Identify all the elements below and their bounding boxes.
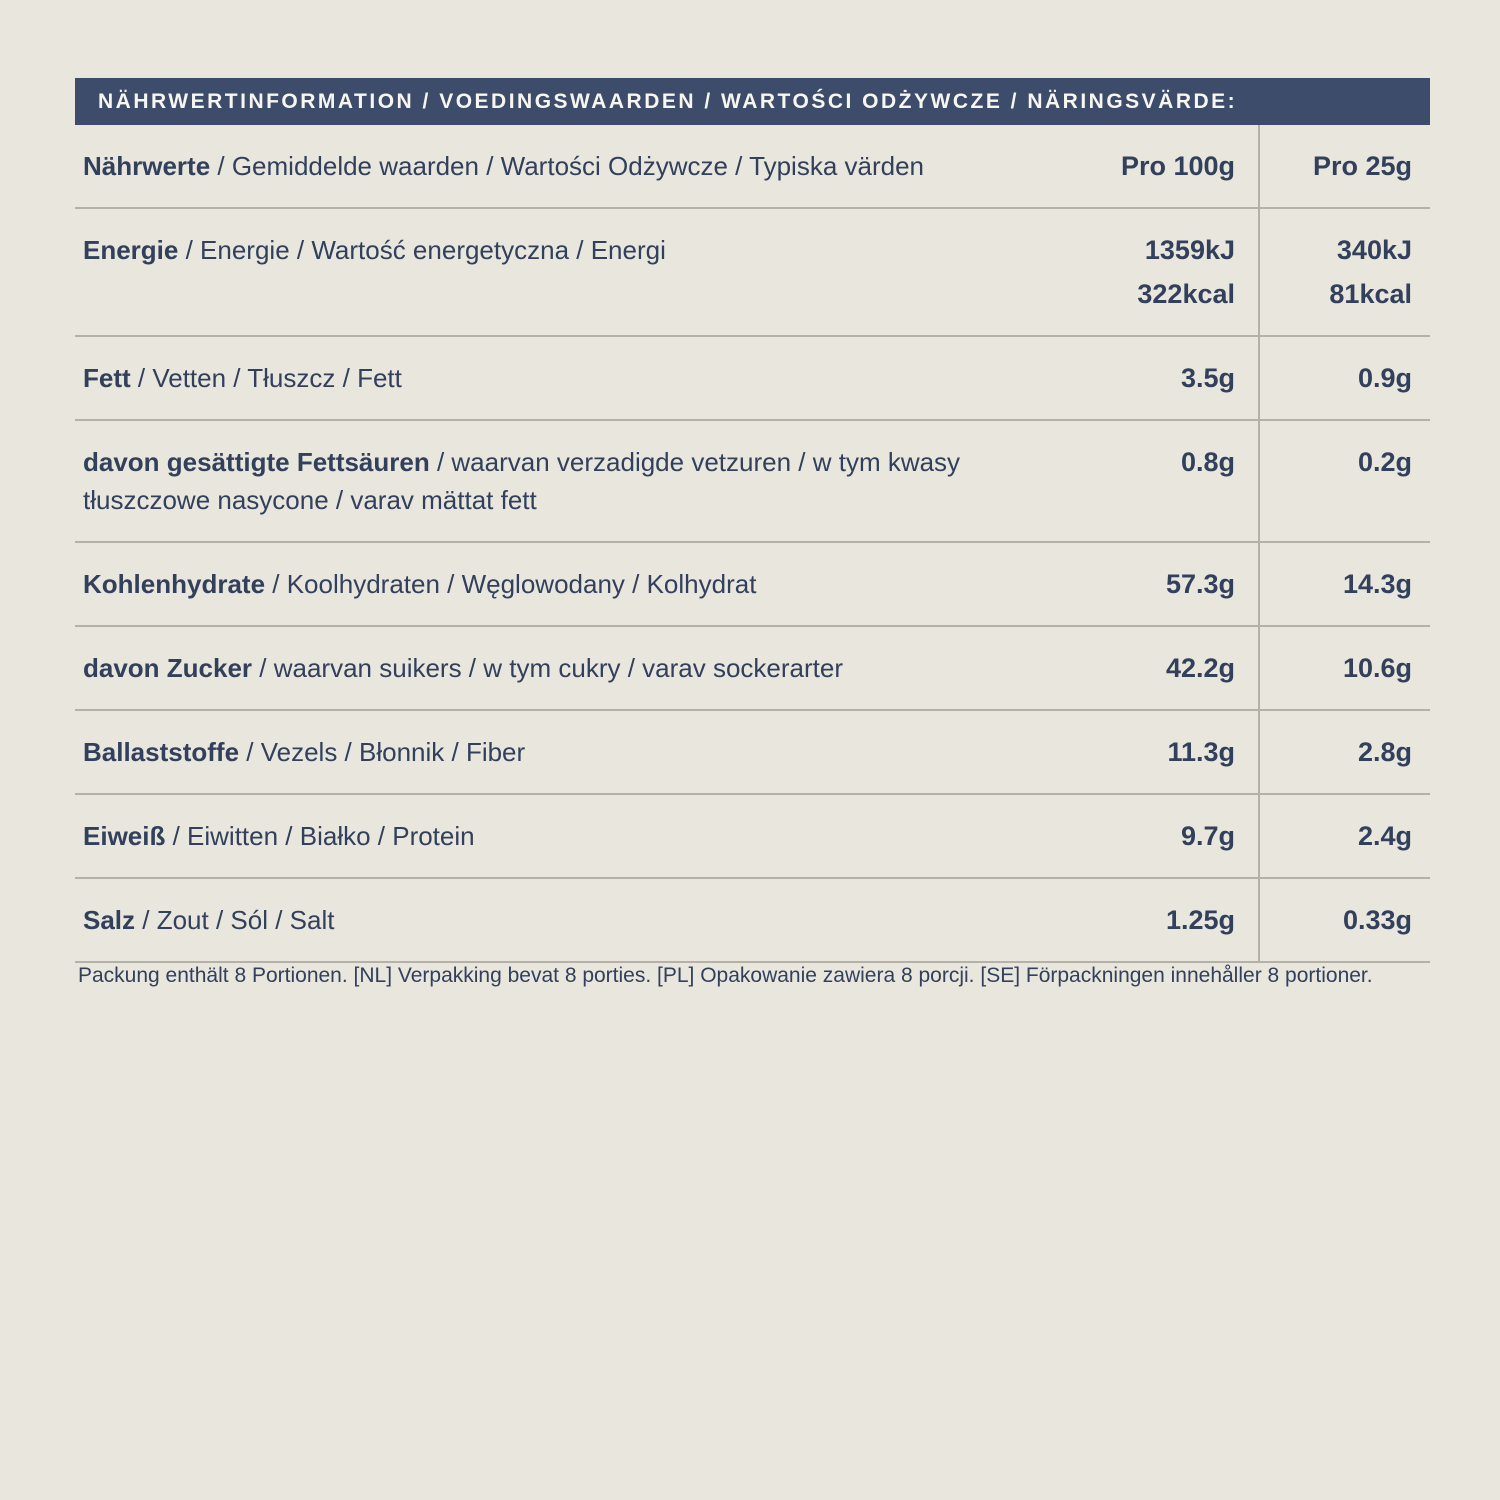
carbohydrates-per-25g: 14.3g (1342, 569, 1412, 599)
value-per-100g (1058, 209, 1258, 335)
nutrient-label-cell (75, 421, 1058, 541)
servings-note: Packung enthält 8 Portionen. [NL] Verpakking bevat 8 porties. [PL] Opakowanie zawiera 8 porcji. [SE] Förpackningen innehåller 8 portioner. (78, 964, 1373, 987)
value-per-100g (1058, 337, 1258, 419)
nutrient-label-cell (75, 543, 1058, 625)
nutrient-label-cell (75, 337, 1058, 419)
nutrient-name: Kohlenhydrate (83, 569, 266, 599)
nutrient-name: davon Zucker (83, 653, 253, 683)
nutrient-translations: / Koolhydraten / Węglowodany / Kolhydrat (265, 569, 757, 599)
fat-per-100g: 3.5g (1180, 363, 1235, 393)
nutrient-label-cell (75, 711, 1058, 793)
value-per-100g (1058, 879, 1258, 961)
nutrient-translations: / Vetten / Tłuszcz / Fett (130, 363, 402, 393)
value-per-100g (1058, 795, 1258, 877)
table-row-fat (75, 337, 1430, 421)
value-per-100g (1058, 543, 1258, 625)
table-title-bar (75, 78, 1430, 125)
fat-per-25g: 0.9g (1357, 363, 1412, 393)
protein-per-25g: 2.4g (1357, 821, 1412, 851)
carbohydrates-per-100g: 57.3g (1165, 569, 1235, 599)
column-header-per-25g (1258, 125, 1430, 207)
header-nutrient-name: Nährwerte (83, 151, 211, 181)
nutrition-table (75, 78, 1430, 963)
nutrient-translations: / waarvan suikers / w tym cukry / varav sockerarter (252, 653, 843, 683)
value-per-100g (1058, 711, 1258, 793)
sugars-per-25g: 10.6g (1342, 653, 1412, 683)
per-25g-label: Pro 25g (1312, 151, 1412, 181)
nutrient-label-cell (75, 795, 1058, 877)
nutrient-translations: / Zout / Sól / Salt (135, 905, 335, 935)
table-row-carbohydrates (75, 543, 1430, 627)
table-row-saturated-fat (75, 421, 1430, 543)
fiber-per-25g: 2.8g (1357, 737, 1412, 767)
value-per-25g (1258, 879, 1430, 961)
fiber-per-100g: 11.3g (1167, 737, 1235, 767)
column-header-per-100g (1058, 125, 1258, 207)
sugars-per-100g: 42.2g (1165, 653, 1235, 683)
salt-per-25g: 0.33g (1342, 905, 1412, 935)
nutrient-translations: / Vezels / Błonnik / Fiber (239, 737, 526, 767)
table-row-fiber (75, 711, 1430, 795)
value-per-25g (1258, 421, 1430, 541)
nutrient-name: Salz (83, 905, 136, 935)
value-per-25g (1258, 543, 1430, 625)
per-100g-label: Pro 100g (1120, 151, 1235, 181)
nutrient-translations: / waarvan verzadigde vetzuren / w tym kwasy tłuszczowe nasycone / varav mättat fett (83, 447, 961, 515)
nutrient-name: Energie (83, 235, 179, 265)
table-row-salt (75, 879, 1430, 963)
value-per-25g (1258, 627, 1430, 709)
saturated-fat-per-25g: 0.2g (1357, 447, 1412, 477)
nutrient-translations: / Energie / Wartość energetyczna / Energi (178, 235, 666, 265)
value-per-25g (1258, 337, 1430, 419)
saturated-fat-per-100g: 0.8g (1180, 447, 1235, 477)
header-nutrient-translations: / Gemiddelde waarden / Wartości Odżywcze / Typiska värden (210, 151, 925, 181)
nutrient-label-cell (75, 209, 1058, 335)
salt-per-100g: 1.25g (1165, 905, 1235, 935)
table-row-sugars (75, 627, 1430, 711)
header-label-cell (75, 125, 1058, 207)
value-per-25g (1258, 795, 1430, 877)
nutrient-label-cell (75, 627, 1058, 709)
energy-kcal-per-100g: 322kcal (1137, 279, 1235, 309)
table-row-protein (75, 795, 1430, 879)
energy-kj-per-25g: 340kJ (1336, 235, 1412, 265)
energy-kcal-per-25g: 81kcal (1329, 279, 1412, 309)
table-header-row (75, 125, 1430, 209)
table-title: NÄHRWERTINFORMATION / VOEDINGSWAARDEN / WARTOŚCI ODŻYWCZE / NÄRINGSVÄRDE: (98, 89, 1238, 113)
nutrient-label-cell (75, 879, 1058, 961)
nutrient-translations: / Eiwitten / Białko / Protein (165, 821, 475, 851)
value-per-25g (1258, 711, 1430, 793)
table-row-energy (75, 209, 1430, 337)
value-per-100g (1058, 421, 1258, 541)
nutrient-name: Fett (83, 363, 131, 393)
nutrient-name: Eiweiß (83, 821, 166, 851)
energy-kj-per-100g: 1359kJ (1144, 235, 1235, 265)
nutrient-name: Ballaststoffe (83, 737, 240, 767)
value-per-25g (1258, 209, 1430, 335)
value-per-100g (1058, 627, 1258, 709)
nutrient-name: davon gesättigte Fettsäuren (83, 447, 430, 477)
protein-per-100g: 9.7g (1180, 821, 1235, 851)
